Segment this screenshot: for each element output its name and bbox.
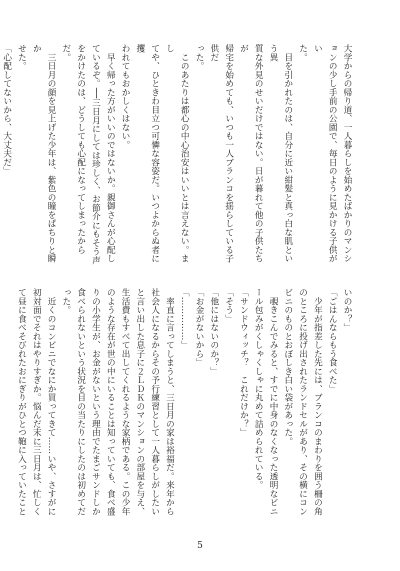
text-line: ョンの少し手前の公園で、毎日のように見かける子供がい [312, 44, 338, 263]
text-line: 「お金がないから」 [194, 288, 205, 367]
text-line: ール包みがくしゃくしゃに丸めて詰められている。 [253, 288, 264, 490]
text-line: われてもおかしくはない。 [120, 44, 131, 149]
text-line: ているぞ。──三日月にしては珍しく、お節介にもそう声 [90, 44, 101, 265]
text-line: てや、ひときわ目立つ可憐な容姿だ。いつよからぬ者に攫 [134, 44, 160, 263]
text-line: りの小学生が、お金がないという理由でたまごサンドしか [90, 288, 101, 516]
text-line: いのか？」 [342, 288, 352, 332]
text-line: た。 [297, 44, 308, 62]
text-line: 率直に言ってしまうと、三日月の家は裕福だ。来年から [164, 288, 175, 516]
text-line: 生活費もすべて出してくれるような家柄である。この少年 [120, 288, 131, 516]
text-line: 初対面でそれはやりすぎか。悩んだ末に三日月は、忙しく [31, 288, 42, 516]
text-line: 「心配してないから、大丈夫だ」 [1, 44, 12, 176]
text-line: 「サンドウィッチ？ これだけか？」 [238, 288, 249, 437]
text-line: 目を引かれたのは、自分に近い紺髪と真っ白な肌という異 [268, 44, 293, 263]
text-line: 「そう」 [223, 288, 234, 323]
text-block-lower [16, 288, 354, 516]
text-block-upper [1, 44, 354, 269]
text-line: 三日月の顔を見上げた少年は、紫色の瞳をぱちりと瞬か [31, 44, 57, 263]
text-line: のような存在が世の中にいることは知っていても、食べ盛 [105, 288, 116, 516]
text-line: をかけたのは、どうしても心配になってしまったからだ。 [60, 44, 86, 254]
text-line: のところに投げ出されたランドセルがあり、その横にコン [297, 288, 308, 516]
text-line: 「ごはんならもう食べた」 [327, 288, 338, 393]
text-line: 食べられないという状況を目の当たりにしたのは初めてだ [75, 288, 86, 516]
text-line: 大学からの帰り道、一人暮らしを始めたばかりのマンシ [342, 44, 352, 263]
text-line: と言い出した息子に２ＬＤＫのマンションの部屋を与え、 [134, 288, 145, 516]
text-line: った。 [194, 44, 205, 71]
text-line: 「……………」 [179, 288, 190, 350]
text-line: 社会人になるからその予行練習として一人暮らしがしたい [149, 288, 160, 516]
text-line: 少年が指差した先には、ブランコのまわりを囲う柵の角 [312, 288, 323, 516]
text-line: せた。 [16, 44, 27, 71]
text-line: 早く帰った方がいいのではないか。親御さんが心配し [105, 44, 116, 263]
text-line: ビニのものとおぼしき白い袋があった。 [282, 288, 293, 446]
text-line: った。 [60, 288, 71, 315]
text-line: 「他にはないのか？」 [208, 288, 219, 376]
text-line: このあたりは都心の中心治安はいいとは言えない。まし [164, 44, 190, 263]
text-line: 帰宅を始めても、いつも一人ブランコを揺らしている子供だ [208, 44, 234, 263]
text-line: 覗きこんでみると、すでに中身のなくなった透明なビニ [268, 288, 279, 516]
text-line: て昼に食べそびれたおにぎりがひとつ鞄に入っていたこと [16, 288, 27, 516]
page-number: 5 [197, 541, 203, 551]
text-line: 近くのコンビニでなにか買ってきて……いや、さすがに [46, 288, 57, 516]
text-line: 質な外見のせいだけではない。日が暮れて他の子供たちが [238, 44, 264, 263]
